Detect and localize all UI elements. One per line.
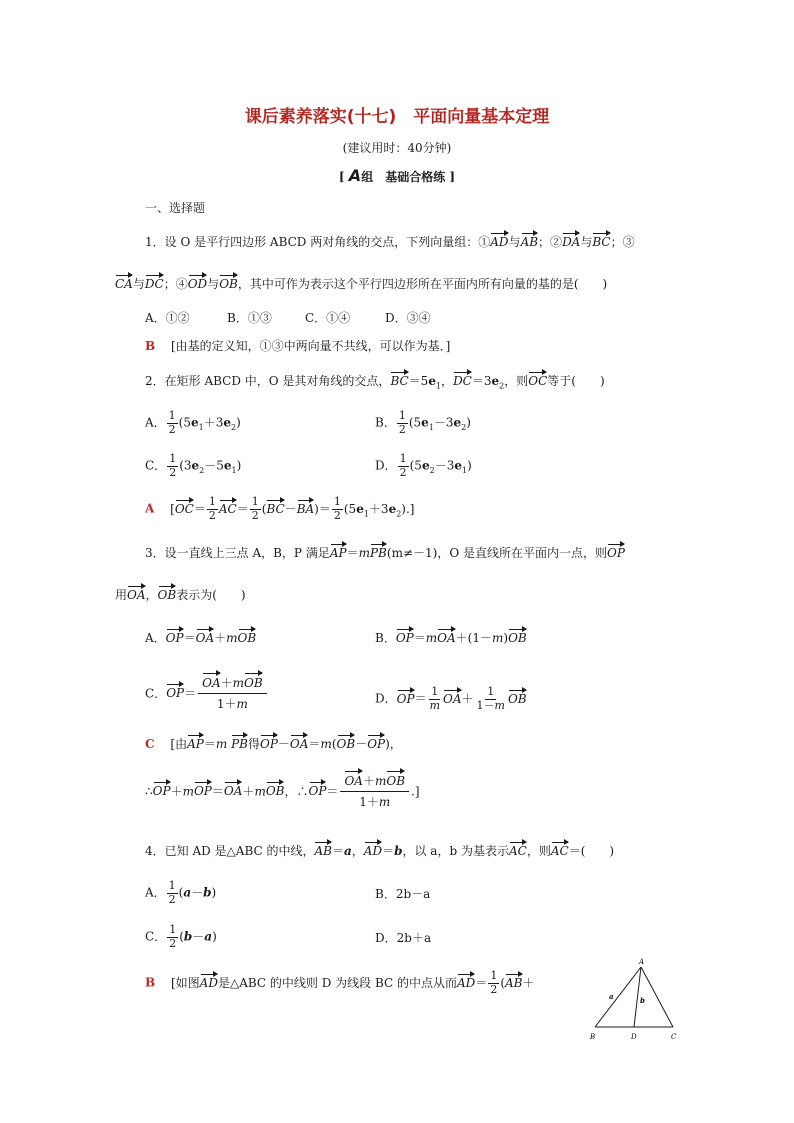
q1-stem-line2: CA与DC；④OD与OB，其中可作为表示这个平行四边形所在平面内所有向量的基的是( )	[115, 277, 608, 291]
q3-stem-line1: 3．设一直线上三点 A，B，P 满足AP＝mPB(m≠－1)，O 是直线所在平面内一点，则OP	[145, 546, 625, 560]
q4-mid: ，以 a，b 为基表示	[402, 844, 509, 858]
q2-option-a-label: A．	[145, 415, 166, 430]
q2-suffix: 等于( )	[547, 374, 605, 388]
q2-option-d: D． $\frac{1}{2}$ $(5e_2-3e_1)$	[375, 452, 472, 479]
q3-answer-close: .]	[411, 784, 420, 799]
q4-option-b: B．2b－a	[375, 887, 431, 901]
q3-option-d: D．OP＝ $\frac{1}{m}$ OA＋ $\frac{1}{1-m}$ OB	[375, 685, 527, 712]
q4-option-a: A． $\frac{1}{2}$ (a－b)	[145, 879, 217, 906]
q4-option-c-label: C．	[145, 929, 167, 944]
q3-mid: (m≠－1)，O 是直线所在平面内一点，则	[386, 546, 607, 560]
triangle-figure	[585, 955, 690, 1045]
q4-stem: 4．已知 AD 是△ABC 的中线，AB＝a，AD＝b，以 a，b 为基表示AC，则AC＝( )	[145, 844, 615, 858]
q4-answer-paren: (	[500, 975, 506, 990]
q1-stem-line1: 1．设 O 是平行四边形 ABCD 两对角线的交点，下列向量组：①AD与AB；②DA与BC；③	[145, 235, 635, 249]
time-hint: (建议用时：40分钟)	[342, 141, 452, 155]
page-title: 课后素养落实(十七) 平面向量基本定理	[244, 107, 550, 127]
q1-option-a: A．①②	[145, 311, 190, 325]
label-d: D	[631, 1033, 637, 1041]
q3-prefix: 3．设一直线上三点 A，B，P 满足	[145, 546, 330, 560]
q4-answer-mid: 是△ABC 的中线则 D 为线段 BC 的中点从而	[217, 975, 458, 990]
q3-line2-prefix: 用	[115, 588, 128, 602]
bracket-left: [	[338, 170, 345, 184]
side-ab	[595, 967, 641, 1027]
q4-prefix: 4．已知 AD 是△ABC 的中线，	[145, 844, 315, 858]
q4-answer-letter: B	[145, 975, 156, 990]
q2-answer-letter: A	[145, 501, 155, 516]
label-a: A	[639, 958, 645, 966]
q1-option-b: B．①③	[227, 311, 272, 325]
side-ac	[641, 967, 673, 1027]
q2-option-c-label: C．	[145, 458, 167, 473]
label-b: B	[590, 1033, 596, 1041]
q2-option-a: A． $\frac{1}{2}$ $(5e_1+3e_2)$	[145, 409, 241, 436]
group-letter: A	[348, 166, 362, 185]
q4-option-c: C． $\frac{1}{2}$ (b－a)	[145, 923, 217, 950]
q3-answer-line1: C [由AP＝m PB得OP－OA＝m(OB－OP)，	[145, 737, 402, 751]
q2-prefix: 2．在矩形 ABCD 中，O 是其对角线的交点，	[145, 374, 391, 388]
q2-option-d-label: D．	[375, 458, 397, 473]
q4-answer: B [如图AD是△ABC 的中线则 D 为线段 BC 的中点从而AD＝ $\frac{1}{2}$ (AB＋	[145, 969, 535, 996]
group-label: 组 基础合格练	[361, 170, 446, 184]
q3-option-a: A．OP＝OA＋mOB	[145, 631, 257, 645]
q2-option-b-label: B．	[375, 415, 396, 430]
q4-suffix: ，则	[526, 844, 551, 858]
bracket-right: ]	[449, 170, 456, 184]
q1-line2-tail: ，其中可作为表示这个平行四边形所在平面内所有向量的基的是( )	[237, 277, 608, 291]
q4-answer-open: [如图	[170, 975, 200, 990]
q2-stem: 2．在矩形 ABCD 中，O 是其对角线的交点，$BC=5e_1$，$DC=3e_2$，则OC等于( )	[145, 374, 605, 391]
section-heading: 一、选择题	[145, 201, 206, 215]
q4-end: ＝( )	[568, 844, 615, 858]
label-c: C	[671, 1033, 677, 1041]
q3-option-b: B．OP＝mOA＋(1－m)OB	[375, 631, 527, 645]
q3-answer-letter: C	[145, 737, 155, 751]
q3-answer-line2: ∴OP＋mOP＝OA＋mOB，∴OP＝ $\frac{\text{OA＋mOB}}{1+m}$ .]	[145, 774, 420, 810]
q3-therefore: ∴	[145, 784, 153, 799]
q1-prefix: 1．设 O 是平行四边形 ABCD 两对角线的交点，下列向量组：①	[145, 235, 491, 249]
group-header	[0, 168, 794, 184]
label-vec-a: a	[609, 992, 614, 1001]
q1-answer-text: [由基的定义知，①③中两向量不共线，可以作为基．]	[170, 339, 451, 353]
q2-option-c: C． $\frac{1}{2}$ $(3e_2-5e_1)$	[145, 452, 242, 479]
q1-option-c: C．①④	[305, 311, 351, 325]
q2-option-b: B． $\frac{1}{2}$ $(5e_1-3e_2)$	[375, 409, 471, 436]
q3-stem-line2: 用OA，OB表示为( )	[115, 588, 246, 602]
q1-answer-letter: B	[145, 339, 156, 353]
q4-option-a-label: A．	[145, 885, 166, 900]
q1-answer	[145, 340, 450, 352]
q2-answer: A [OC＝ $\frac{1}{2}$ AC＝ $\frac{1}{2}$ (BC－BA)＝ $\frac{1}{2}$ $(5e_1+3e_2)$.]	[145, 495, 415, 522]
q4-option-d: D．2b＋a	[375, 931, 432, 945]
q3-option-c: C．OP＝ $\frac{\text{OA＋mOB}}{1+m}$	[145, 676, 269, 712]
q3-answer-open: [由	[170, 737, 188, 751]
q1-option-d: D．③④	[385, 311, 431, 325]
q4-answer-plus: ＋	[522, 975, 535, 990]
q3-line2-suffix: 表示为( )	[176, 588, 246, 602]
q1-line1-tail: ；③	[610, 235, 635, 249]
label-vec-b: b	[640, 996, 645, 1005]
